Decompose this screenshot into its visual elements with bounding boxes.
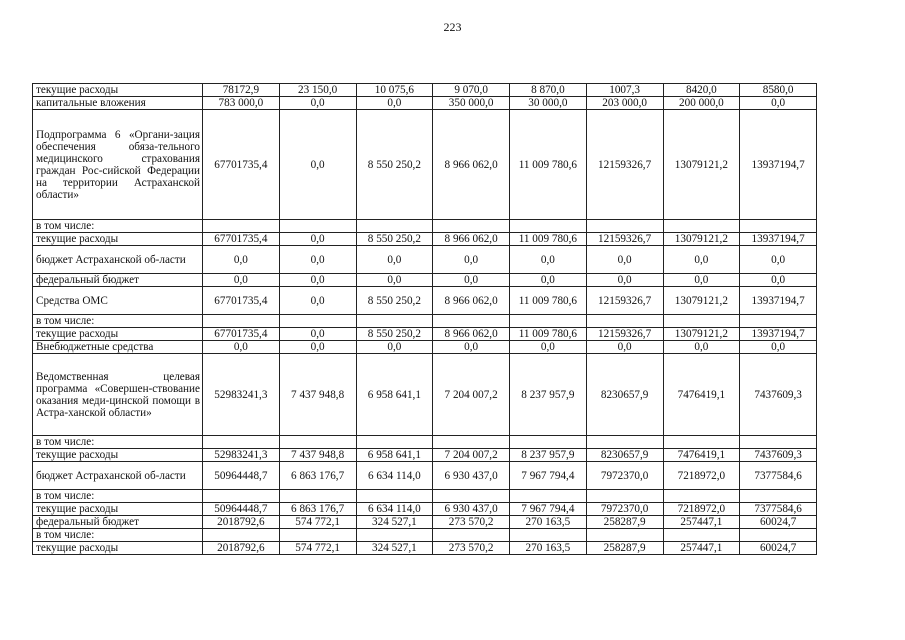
value-cell: 12159326,7 (586, 233, 663, 246)
value-cell: 8230657,9 (586, 354, 663, 436)
value-cell (740, 315, 817, 328)
value-cell: 7218972,0 (663, 503, 740, 516)
value-cell (663, 220, 740, 233)
value-cell: 8580,0 (740, 84, 817, 97)
value-cell: 273 570,2 (433, 516, 510, 529)
table-row (33, 449, 817, 462)
value-cell (433, 315, 510, 328)
value-cell: 6 634 114,0 (356, 503, 433, 516)
value-cell: 270 163,5 (510, 516, 587, 529)
value-cell: 8 966 062,0 (433, 233, 510, 246)
value-cell: 0,0 (740, 246, 817, 274)
value-cell: 13937194,7 (740, 328, 817, 341)
value-cell (663, 529, 740, 542)
value-cell: 7972370,0 (586, 503, 663, 516)
value-cell: 6 863 176,7 (279, 503, 356, 516)
value-cell: 67701735,4 (203, 110, 280, 220)
value-cell: 8 237 957,9 (510, 354, 587, 436)
value-cell (279, 220, 356, 233)
value-cell: 7377584,6 (740, 462, 817, 490)
value-cell: 0,0 (663, 246, 740, 274)
value-cell: 0,0 (279, 274, 356, 287)
value-cell: 257447,1 (663, 542, 740, 555)
value-cell: 0,0 (663, 341, 740, 354)
value-cell (510, 436, 587, 449)
table-row (33, 328, 817, 341)
budget-table (32, 83, 817, 555)
value-cell (356, 220, 433, 233)
value-cell: 258287,9 (586, 516, 663, 529)
value-cell: 50964448,7 (203, 503, 280, 516)
value-cell: 0,0 (740, 97, 817, 110)
value-cell (586, 490, 663, 503)
value-cell: 7437609,3 (740, 354, 817, 436)
row-label: в том числе: (33, 490, 203, 503)
row-label: текущие расходы (33, 328, 203, 341)
value-cell: 0,0 (356, 246, 433, 274)
value-cell: 11 009 780,6 (510, 287, 587, 315)
value-cell: 783 000,0 (203, 97, 280, 110)
value-cell (740, 220, 817, 233)
value-cell (203, 315, 280, 328)
table-row (33, 274, 817, 287)
value-cell: 1007,3 (586, 84, 663, 97)
value-cell (740, 490, 817, 503)
value-cell: 8 550 250,2 (356, 110, 433, 220)
value-cell: 67701735,4 (203, 328, 280, 341)
value-cell (433, 490, 510, 503)
value-cell: 8 966 062,0 (433, 110, 510, 220)
value-cell: 30 000,0 (510, 97, 587, 110)
value-cell: 0,0 (356, 97, 433, 110)
table-row (33, 354, 817, 436)
value-cell: 574 772,1 (279, 516, 356, 529)
value-cell: 8 237 957,9 (510, 449, 587, 462)
value-cell (356, 436, 433, 449)
value-cell: 11 009 780,6 (510, 328, 587, 341)
value-cell: 60024,7 (740, 542, 817, 555)
value-cell: 0,0 (510, 341, 587, 354)
value-cell: 23 150,0 (279, 84, 356, 97)
value-cell: 13937194,7 (740, 233, 817, 246)
value-cell: 8230657,9 (586, 449, 663, 462)
value-cell: 0,0 (356, 274, 433, 287)
row-label: бюджет Астраханской об-ласти (33, 462, 203, 490)
value-cell: 12159326,7 (586, 110, 663, 220)
row-label: Внебюджетные средства (33, 341, 203, 354)
value-cell (510, 220, 587, 233)
value-cell (279, 436, 356, 449)
value-cell: 0,0 (279, 341, 356, 354)
value-cell: 0,0 (510, 246, 587, 274)
value-cell: 0,0 (203, 246, 280, 274)
value-cell: 0,0 (356, 341, 433, 354)
table-row (33, 233, 817, 246)
value-cell: 60024,7 (740, 516, 817, 529)
value-cell: 324 527,1 (356, 542, 433, 555)
value-cell: 7 967 794,4 (510, 462, 587, 490)
value-cell: 12159326,7 (586, 287, 663, 315)
value-cell: 13079121,2 (663, 110, 740, 220)
value-cell: 52983241,3 (203, 449, 280, 462)
value-cell: 6 958 641,1 (356, 449, 433, 462)
value-cell: 6 863 176,7 (279, 462, 356, 490)
value-cell (433, 220, 510, 233)
value-cell: 7476419,1 (663, 449, 740, 462)
row-label: Средства ОМС (33, 287, 203, 315)
value-cell: 0,0 (279, 246, 356, 274)
value-cell (586, 529, 663, 542)
value-cell: 8 550 250,2 (356, 328, 433, 341)
value-cell: 0,0 (586, 274, 663, 287)
value-cell (586, 315, 663, 328)
value-cell: 6 958 641,1 (356, 354, 433, 436)
value-cell: 13937194,7 (740, 287, 817, 315)
row-label: текущие расходы (33, 542, 203, 555)
value-cell: 0,0 (279, 110, 356, 220)
value-cell (203, 490, 280, 503)
value-cell: 0,0 (203, 341, 280, 354)
value-cell: 0,0 (279, 97, 356, 110)
value-cell: 0,0 (433, 341, 510, 354)
value-cell: 6 930 437,0 (433, 462, 510, 490)
value-cell: 7 437 948,8 (279, 354, 356, 436)
value-cell: 257447,1 (663, 516, 740, 529)
value-cell (356, 529, 433, 542)
value-cell: 200 000,0 (663, 97, 740, 110)
table-row (33, 529, 817, 542)
value-cell (279, 315, 356, 328)
row-label: в том числе: (33, 436, 203, 449)
table-row (33, 516, 817, 529)
value-cell: 8 550 250,2 (356, 287, 433, 315)
value-cell: 0,0 (279, 287, 356, 315)
table-row (33, 490, 817, 503)
value-cell: 0,0 (433, 274, 510, 287)
value-cell: 350 000,0 (433, 97, 510, 110)
value-cell: 9 070,0 (433, 84, 510, 97)
row-label: Подпрограмма 6 «Органи-зация обеспечения обяза-тельного медицинского страхования граждан Рос-сийской Федерации на территории Астраханской области» (33, 110, 203, 220)
value-cell: 8 870,0 (510, 84, 587, 97)
value-cell: 13937194,7 (740, 110, 817, 220)
value-cell: 6 930 437,0 (433, 503, 510, 516)
row-label: Ведомственная целевая программа «Совершен-ствование оказания меди-цинской помощи в Астра-ханской области» (33, 354, 203, 436)
value-cell: 13079121,2 (663, 328, 740, 341)
table-row (33, 315, 817, 328)
value-cell (663, 315, 740, 328)
value-cell: 7437609,3 (740, 449, 817, 462)
value-cell: 13079121,2 (663, 233, 740, 246)
value-cell: 8 966 062,0 (433, 328, 510, 341)
value-cell (740, 436, 817, 449)
value-cell: 0,0 (510, 274, 587, 287)
value-cell: 7476419,1 (663, 354, 740, 436)
table-row (33, 542, 817, 555)
value-cell: 7972370,0 (586, 462, 663, 490)
table-row (33, 220, 817, 233)
row-label: в том числе: (33, 315, 203, 328)
value-cell: 12159326,7 (586, 328, 663, 341)
value-cell: 2018792,6 (203, 516, 280, 529)
table-row (33, 287, 817, 315)
value-cell: 7 204 007,2 (433, 449, 510, 462)
value-cell (586, 436, 663, 449)
value-cell (586, 220, 663, 233)
value-cell: 10 075,6 (356, 84, 433, 97)
value-cell (203, 436, 280, 449)
row-label: текущие расходы (33, 84, 203, 97)
value-cell (279, 490, 356, 503)
value-cell: 273 570,2 (433, 542, 510, 555)
row-label: капитальные вложения (33, 97, 203, 110)
table-row (33, 436, 817, 449)
value-cell: 52983241,3 (203, 354, 280, 436)
value-cell: 258287,9 (586, 542, 663, 555)
row-label: текущие расходы (33, 503, 203, 516)
value-cell: 11 009 780,6 (510, 233, 587, 246)
value-cell: 0,0 (279, 233, 356, 246)
value-cell (433, 529, 510, 542)
value-cell: 8 966 062,0 (433, 287, 510, 315)
value-cell: 7 967 794,4 (510, 503, 587, 516)
value-cell: 50964448,7 (203, 462, 280, 490)
value-cell (433, 436, 510, 449)
value-cell: 8 550 250,2 (356, 233, 433, 246)
value-cell: 0,0 (203, 274, 280, 287)
table-row (33, 110, 817, 220)
table-row (33, 462, 817, 490)
row-label: текущие расходы (33, 233, 203, 246)
value-cell (510, 315, 587, 328)
table-row (33, 503, 817, 516)
value-cell (663, 490, 740, 503)
budget-table-body (33, 84, 817, 555)
value-cell: 203 000,0 (586, 97, 663, 110)
value-cell: 7 204 007,2 (433, 354, 510, 436)
value-cell (279, 529, 356, 542)
value-cell (356, 490, 433, 503)
value-cell: 0,0 (740, 341, 817, 354)
value-cell: 0,0 (433, 246, 510, 274)
row-label: бюджет Астраханской об-ласти (33, 246, 203, 274)
table-row (33, 246, 817, 274)
table-row (33, 341, 817, 354)
value-cell (356, 315, 433, 328)
row-label: федеральный бюджет (33, 516, 203, 529)
value-cell: 0,0 (663, 274, 740, 287)
value-cell (203, 529, 280, 542)
value-cell: 6 634 114,0 (356, 462, 433, 490)
value-cell (510, 529, 587, 542)
value-cell: 78172,9 (203, 84, 280, 97)
table-row (33, 97, 817, 110)
value-cell: 7218972,0 (663, 462, 740, 490)
value-cell: 2018792,6 (203, 542, 280, 555)
row-label: федеральный бюджет (33, 274, 203, 287)
value-cell (203, 220, 280, 233)
value-cell: 0,0 (586, 246, 663, 274)
value-cell: 270 163,5 (510, 542, 587, 555)
row-label: текущие расходы (33, 449, 203, 462)
value-cell: 7 437 948,8 (279, 449, 356, 462)
value-cell (740, 529, 817, 542)
value-cell: 0,0 (586, 341, 663, 354)
value-cell: 67701735,4 (203, 287, 280, 315)
table-row (33, 84, 817, 97)
value-cell: 0,0 (279, 328, 356, 341)
page-number: 223 (443, 20, 462, 34)
value-cell: 7377584,6 (740, 503, 817, 516)
value-cell: 13079121,2 (663, 287, 740, 315)
value-cell: 324 527,1 (356, 516, 433, 529)
value-cell: 0,0 (740, 274, 817, 287)
value-cell: 8420,0 (663, 84, 740, 97)
value-cell: 67701735,4 (203, 233, 280, 246)
value-cell (663, 436, 740, 449)
value-cell (510, 490, 587, 503)
value-cell: 11 009 780,6 (510, 110, 587, 220)
row-label: в том числе: (33, 220, 203, 233)
value-cell: 574 772,1 (279, 542, 356, 555)
row-label: в том числе: (33, 529, 203, 542)
